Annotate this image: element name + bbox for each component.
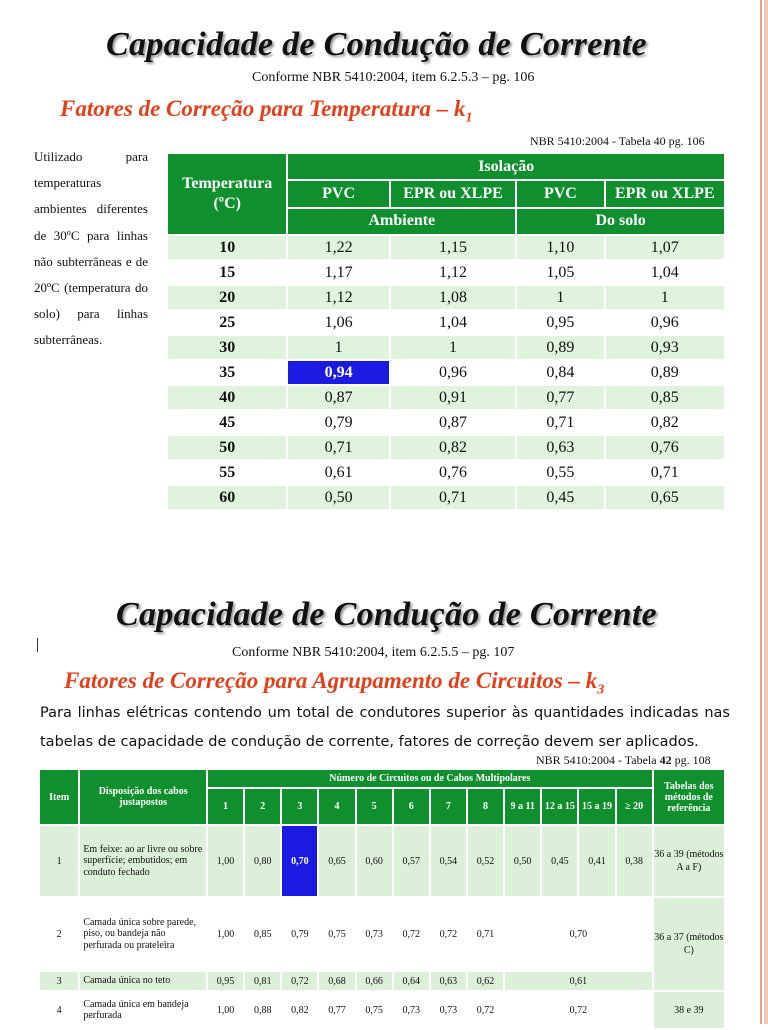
table-ref-suffix: pg. 108 (671, 753, 711, 767)
description-cell: Em feixe: ao ar livre ou sobre superfície; embutidos; em conduto fechado (80, 826, 206, 896)
factor-cell: 0,71 (606, 461, 724, 484)
column-header: 8 (468, 789, 503, 824)
factor-cell: 0,82 (391, 436, 515, 459)
factor-cell: 1,08 (391, 286, 515, 309)
header-disposicao: Disposição dos cabos justapostos (80, 770, 206, 824)
factor-cell: 0,68 (319, 972, 354, 990)
factor-cell: 1,07 (606, 236, 724, 259)
table-row (168, 461, 724, 484)
temperature-cell: 45 (168, 411, 286, 434)
column-header: 3 (282, 789, 317, 824)
factor-cell: 0,93 (606, 336, 724, 359)
factor-cell-merged: 0,72 (505, 992, 652, 1028)
factor-cell: 1,12 (391, 261, 515, 284)
factor-cell: 1 (288, 336, 388, 359)
factor-cell: 0,71 (391, 486, 515, 509)
text-cursor (37, 638, 38, 652)
section2-paragraph: Para linhas elétricas contendo um total de condutores superior às quantidades indicadas nas tabelas de capacidade de condução de corrente, fatores de correção devem ser aplicados. (40, 705, 730, 750)
section1-factor-title (60, 96, 473, 127)
temperature-cell: 20 (168, 286, 286, 309)
factor-cell: 0,77 (319, 992, 354, 1028)
factor-cell: 0,79 (288, 411, 388, 434)
table-row (168, 486, 724, 509)
factor-cell: 0,55 (517, 461, 603, 484)
section1-title: Capacidade de Condução de Corrente (106, 26, 647, 63)
factor-cell: 1,22 (288, 236, 388, 259)
table-row (168, 311, 724, 334)
header-pvc-1: PVC (288, 181, 388, 206)
header-ambiente: Ambiente (288, 209, 515, 234)
column-header: 7 (431, 789, 466, 824)
factor-cell: 0,65 (606, 486, 724, 509)
table-row (168, 286, 724, 309)
table-row (168, 386, 724, 409)
reference-cell: 36 a 39 (métodos A a F) (654, 826, 724, 896)
factor-cell: 0,62 (468, 972, 503, 990)
column-header: 4 (319, 789, 354, 824)
header-epr-1: EPR ou XLPE (391, 181, 515, 206)
table-row (40, 992, 724, 1028)
factor-cell: 0,96 (606, 311, 724, 334)
table-row (40, 898, 724, 970)
factor-cell: 0,77 (517, 386, 603, 409)
table-ref-number: 42 (659, 753, 672, 767)
header-temperatura: Temperatura (ºC) (168, 154, 286, 234)
factor-cell: 0,89 (517, 336, 603, 359)
factor-cell: 0,73 (394, 992, 429, 1028)
temperature-cell: 50 (168, 436, 286, 459)
factor-cell: 0,71 (468, 898, 503, 970)
factor-cell: 0,73 (357, 898, 392, 970)
factor-cell: 0,72 (468, 992, 503, 1028)
factor-cell: 0,80 (245, 826, 280, 896)
factor-subscript: 3 (597, 682, 605, 698)
factor-cell: 0,72 (431, 898, 466, 970)
temperature-cell: 55 (168, 461, 286, 484)
section2-title: Capacidade de Condução de Corrente (116, 596, 657, 633)
factor-cell: 0,76 (606, 436, 724, 459)
table-row (168, 261, 724, 284)
factor-cell: 0,61 (288, 461, 388, 484)
factor-cell: 0,65 (319, 826, 354, 896)
item-cell: 2 (40, 898, 78, 970)
reference-cell: 38 e 39 (654, 992, 724, 1028)
factor-cell: 0,41 (579, 826, 614, 896)
reference-cell: 36 a 37 (métodos C) (654, 898, 724, 990)
factor-cell: 0,52 (468, 826, 503, 896)
item-cell: 1 (40, 826, 78, 896)
factor-cell: 0,60 (357, 826, 392, 896)
header-epr-2: EPR ou XLPE (606, 181, 724, 206)
factor-cell: 1,00 (208, 992, 243, 1028)
column-header: ≥ 20 (617, 789, 652, 824)
factor-cell: 1,00 (208, 826, 243, 896)
factor-cell: 1,10 (517, 236, 603, 259)
table-row (168, 361, 724, 384)
factor-cell: 1 (391, 336, 515, 359)
factor-cell: 1,00 (208, 898, 243, 970)
factor-cell: 0,79 (282, 898, 317, 970)
factor-cell: 1,15 (391, 236, 515, 259)
table-row (168, 236, 724, 259)
factor-cell: 0,64 (394, 972, 429, 990)
factor-cell: 0,82 (282, 992, 317, 1028)
factor-cell: 0,89 (606, 361, 724, 384)
section2-table-ref (536, 753, 711, 768)
factor-cell: 1 (606, 286, 724, 309)
factor-cell: 0,66 (357, 972, 392, 990)
column-header: 9 a 11 (505, 789, 540, 824)
factor-cell-merged: 0,61 (505, 972, 652, 990)
description-cell: Camada única em bandeja perfurada (80, 992, 206, 1028)
factor-cell: 0,72 (394, 898, 429, 970)
factor-cell: 0,38 (617, 826, 652, 896)
factor-cell: 1,06 (288, 311, 388, 334)
factor-cell: 1,12 (288, 286, 388, 309)
grouping-correction-table (38, 768, 726, 1030)
factor-cell: 0,85 (606, 386, 724, 409)
factor-cell: 0,82 (606, 411, 724, 434)
description-cell: Camada única sobre parede, piso, ou bandeja não perfurada ou prateleira (80, 898, 206, 970)
factor-cell: 0,75 (357, 992, 392, 1028)
factor-cell: 0,50 (288, 486, 388, 509)
header-numero-circuitos: Número de Circuitos ou de Cabos Multipolares (208, 770, 652, 787)
factor-cell: 0,81 (245, 972, 280, 990)
factor-cell: 0,95 (208, 972, 243, 990)
factor-cell: 0,75 (319, 898, 354, 970)
factor-cell: 1,17 (288, 261, 388, 284)
description-cell: Camada única no teto (80, 972, 206, 990)
column-header: 5 (357, 789, 392, 824)
section2-factor-title (64, 668, 604, 699)
factor-cell: 1,04 (391, 311, 515, 334)
section2-subtitle: Conforme NBR 5410:2004, item 6.2.5.5 – pg. 107 (232, 645, 515, 660)
factor-cell: 1 (517, 286, 603, 309)
column-header: 2 (245, 789, 280, 824)
factor-cell-merged: 0,70 (505, 898, 652, 970)
factor-cell: 0,94 (288, 361, 388, 384)
factor-cell: 0,71 (517, 411, 603, 434)
factor-cell: 0,95 (517, 311, 603, 334)
factor-cell: 0,87 (391, 411, 515, 434)
temperature-cell: 60 (168, 486, 286, 509)
factor-cell: 0,88 (245, 992, 280, 1028)
item-cell: 4 (40, 992, 78, 1028)
factor-cell: 0,73 (431, 992, 466, 1028)
column-header: 6 (394, 789, 429, 824)
header-pvc-2: PVC (517, 181, 603, 206)
factor-cell: 0,72 (282, 972, 317, 990)
temperature-cell: 40 (168, 386, 286, 409)
table-row (40, 826, 724, 896)
factor-cell: 0,45 (542, 826, 577, 896)
factor-cell: 0,70 (282, 826, 317, 896)
table-row (168, 436, 724, 459)
column-header: 12 a 15 (542, 789, 577, 824)
table-row (168, 411, 724, 434)
factor-cell: 0,57 (394, 826, 429, 896)
temperature-cell: 35 (168, 361, 286, 384)
column-header: 1 (208, 789, 243, 824)
factor-cell: 0,45 (517, 486, 603, 509)
factor-cell: 0,76 (391, 461, 515, 484)
header-isolacao: Isolação (288, 154, 724, 179)
factor-title-text: Fatores de Correção para Agrupamento de Circuitos – k (64, 668, 598, 693)
factor-cell: 0,91 (391, 386, 515, 409)
factor-cell: 0,85 (245, 898, 280, 970)
temperature-correction-table (166, 152, 726, 511)
header-tabelas: Tabelas dos métodos de referência (654, 770, 724, 824)
temperature-cell: 25 (168, 311, 286, 334)
item-cell: 3 (40, 972, 78, 990)
header-item: Item (40, 770, 78, 824)
factor-cell: 0,87 (288, 386, 388, 409)
factor-cell: 0,63 (431, 972, 466, 990)
factor-cell: 0,50 (505, 826, 540, 896)
section1-table-ref: NBR 5410:2004 - Tabela 40 pg. 106 (530, 134, 705, 148)
section1-subtitle: Conforme NBR 5410:2004, item 6.2.5.3 – pg. 106 (252, 70, 535, 85)
section1-side-text: Utilizado para temperaturas ambientes diferentes de 30ºC para linhas não subterrâneas e de 20ºC (temperatura do solo) para linhas subterrâneas. (34, 149, 148, 348)
temperature-cell: 15 (168, 261, 286, 284)
table-row (168, 336, 724, 359)
factor-cell: 0,63 (517, 436, 603, 459)
temperature-cell: 30 (168, 336, 286, 359)
header-solo: Do solo (517, 209, 724, 234)
temperature-cell: 10 (168, 236, 286, 259)
factor-cell: 0,96 (391, 361, 515, 384)
factor-cell: 1,04 (606, 261, 724, 284)
page-border-strip (764, 0, 768, 1024)
factor-cell: 0,84 (517, 361, 603, 384)
column-header: 15 a 19 (579, 789, 614, 824)
factor-cell: 1,05 (517, 261, 603, 284)
factor-cell: 0,54 (431, 826, 466, 896)
factor-cell: 0,71 (288, 436, 388, 459)
factor-title-text: Fatores de Correção para Temperatura – k (60, 96, 466, 121)
table-ref-prefix: NBR 5410:2004 - Tabela (536, 753, 660, 767)
table-row (40, 972, 724, 990)
page-border-line (760, 0, 762, 1024)
factor-subscript: 1 (465, 110, 473, 126)
